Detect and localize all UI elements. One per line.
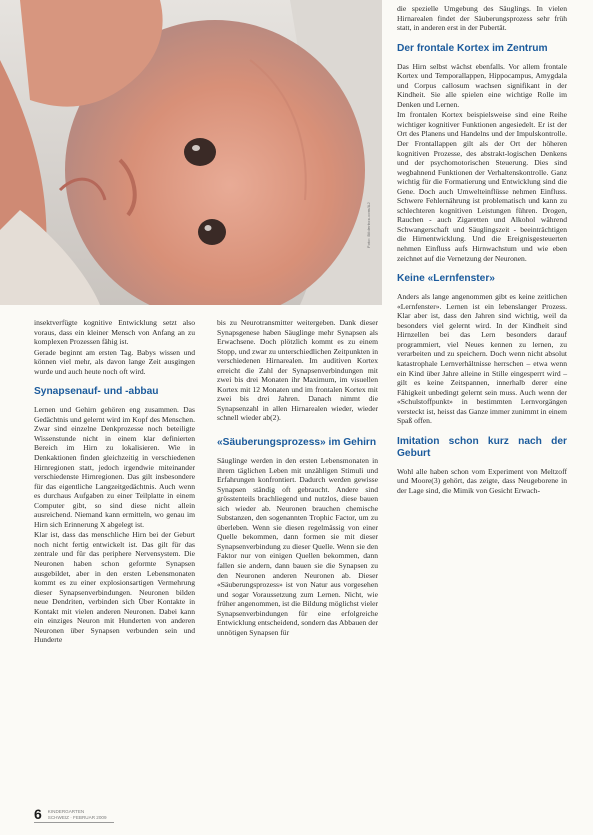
footer-rule	[34, 822, 114, 823]
section-heading: Synapsenauf- und -abbau	[34, 386, 159, 398]
eye-left	[184, 138, 216, 166]
paragraph: Gerade beginnt am ersten Tag. Babys wissen und können viel mehr, als davon lange Zeit ausgingen wurde und auch heute noch oft wird.	[34, 347, 195, 376]
magazine-issue: SCHWEIZ · FEBRUAR 2009	[47, 814, 107, 820]
page-number: 6	[34, 806, 42, 822]
paragraph: Das Hirn selbst wächst ebenfalls. Vor allem frontale Kortex und Temporallappen, Hippocampus, Amygdala und Corpus callosum wachsen signifikant in der Kindheit. Sie alle spielen eine wichtige Rolle im Denken und Lernen.	[397, 61, 567, 109]
baby-face-illustration	[0, 0, 382, 305]
paragraph: Säuglinge werden in den ersten Lebensmonaten in ihrem täglichen Leben mit unzähligen Stimuli und Erfahrungen konfrontiert. Dadurch werden gewisse Synapsen ständig oft gebraucht. Andere sind grösstenteils brachliegend und nutzlos, diese bauen sich wieder ab. Neuronen brauchen chemische Substanzen, den sogenannten Trophic Factor, um zu überleben. Wenn sie diesen regelmässig von einer Quelle bekommen, dann formen sie mit dieser Synapsenverbindung zu dieser Quelle. Wenn sie den Faktor nur von einigen Quellen bekommen, dann fallen sie andern, dann bauen sie die Synapsen zu den Neuronen anderen Neuronen ab. Dieser «Säuberungsprozess» ist von Natur aus vorgesehen und sogar Voraussetzung zum Lernen. Nicht, wie früher angenommen, ist die Bildung möglichst vieler Synapsenverbindungen für eine erfolgreiche Entwicklung entscheidend, sondern das Abbauen der unnötigen Synapsen für	[217, 456, 378, 637]
baby-photo	[0, 0, 382, 305]
eye-right	[198, 219, 226, 245]
column-3	[397, 4, 567, 496]
paragraph: die spezielle Umgebung des Säuglings. In vielen Hirnarealen findet der Säuberungsprozess sehr früh statt, in anderen erst in der Pubertät.	[397, 4, 567, 33]
paragraph: Klar ist, dass das menschliche Hirn bei der Geburt noch nicht fertig entwickelt ist. Das gilt für das zentrale und für das periphere Nervensystem. Die Neuronen haben schon geformte Synapsen ausgebildet, aber in den ersten Lebensmonaten kommt es zu einer explosionsartigen Vermehrung dieser Synapsenverbindungen. Neuronen bilden neue Dendriten, verbinden sich Über Kontakte in Kontakt mit vielen anderen Neuronen. Dabei kann ein einziges Neuron mit Hunderten von anderen Neuronen über Synapsen verbunden sein und Hunderte	[34, 530, 195, 645]
paragraph: Anders als lange angenommen gibt es keine zeitlichen «Lernfenster». Lernen ist ein lebenslanger Prozess. Klar aber ist, dass den Jahren sind wichtig, weil da besonders viel gelernt wird. In der Kindheit sind Hirnzellen bei das Lern besonders darauf programmiert, viel Neues kennen zu lernen, zu verarbeiten und zu speichern. Doch wenn nicht absolut katastrophale Lernverhältnisse herrschen – etwa wenn ein Kind über Jahre alleine in Stille eingesperrt wird – gilt es keine Zeitspannen, innerhalb derer eine Fähigkeit unbedingt gelernt sein muss. Auch wenn der «Schulstoffpunkt» in bestimmten Lernvorgängen versteckt ist, heisst das Ganze immer zunimmt in einem Spaß offen.	[397, 292, 567, 426]
column-1	[34, 318, 195, 646]
paragraph: Lernen und Gehirn gehören eng zusammen. Das Gedächtnis und gelernt wird im Kopf des Menschen. Zwar sind einzelne Denkprozesse noch beteiligte Wissenstunde nicht in einem klar definierten Bereich im Hirn zu lokalisieren. Wie in Denkaktionen finden gleichzeitig in verschiedenen Hirnregionen statt, jedoch irgendwie miteinander verschiedenste Hirnregionen. Das gilt insbesondere für das eigentliche Langzeitgedächtnis. Auch wenn es durchaus Aufgaben zu einer Teilplatte in einem Computer gibt, so sind diese nicht allein ausreichend. Niemand kann ermitteln, wo genau im Hirn sich Erinnerung X abgelegt ist.	[34, 405, 195, 529]
magazine-name: KINDERGARTEN	[47, 809, 85, 814]
section-heading: «Säuberungsprozess» im Gehirn	[217, 437, 377, 449]
paragraph: bis zu Neurotransmitter weitergeben. Dank dieser Synapsgenese haben Säuglinge mehr Synapsen als Erwachsene. Doch plötzlich kommt es zu einem Stopp, und zwar zu unterschiedlichen Zeitpunkten in verschiedenen Hirnarealen. Im auditiven Kortex erreicht die Zahl der Synapsenverbindungen mit zwei bis drei Monaten ihr Maximum, im visuellen Kortex mit 12 Monaten und im frontalen Kortex mit zwei bis drei Jahren. Danach nimmt die Synapsenzahl in allen Hirnarealen wieder, wieder schnell wieder ab(2).	[217, 318, 378, 423]
paragraph: Wohl alle haben schon vom Experiment von Meltzoff und Moore(3) gehört, das zeigte, dass Neugeborene in der Lage sind, die Mimik von Gesicht Erwach-	[397, 466, 567, 495]
column-2	[217, 318, 378, 638]
section-heading: Der frontale Kortex im Zentrum	[397, 42, 548, 54]
photo-credit: Foto: Bilderbox.com/AJ	[366, 202, 371, 248]
paragraph: Im frontalen Kortex beispielsweise sind eine Reihe wichtiger kognitiver Funktionen angesiedelt. Er ist der Ort des Planens und Handelns und der Impulskontrolle. Der Frontallappen gilt als der Ort der höheren kognitiven Prozesse, des abstrakt-logischen Denkens und der psychomotorischen Steuerung. Dies sind wegbahnend Funktionen der Verhaltenskontrolle. Ganz wichtig für die Formatierung und Entwicklung sind die Gene. Doch auch Umwelteinflüsse nehmen Einfluss. Schwere Fehlernährung ist problematisch und kann zu schlechteren kognitiven Leistungen führen. Drogen, Rauchen - auch Zigaretten und Alkohol während Schwangerschaft und Säuglingszeit - beeinträchtigen die Hirnentwicklung. Und die Ereignisgesteuerten nehmen Einfluss aufs Hirnwachstum und wie eben zeichnet auf die Vernetzung der Neuronen.	[397, 110, 567, 263]
magazine-info	[48, 809, 107, 820]
paragraph: insektverfügte kognitive Entwicklung setzt also voraus, dass ein kleiner Mensch von Anfang an zu komplexen Prozessen fähig ist.	[34, 318, 195, 347]
page-footer	[34, 806, 107, 822]
section-heading: Imitation schon kurz nach der Geburt	[397, 435, 567, 459]
section-heading: Keine «Lernfenster»	[397, 273, 495, 285]
